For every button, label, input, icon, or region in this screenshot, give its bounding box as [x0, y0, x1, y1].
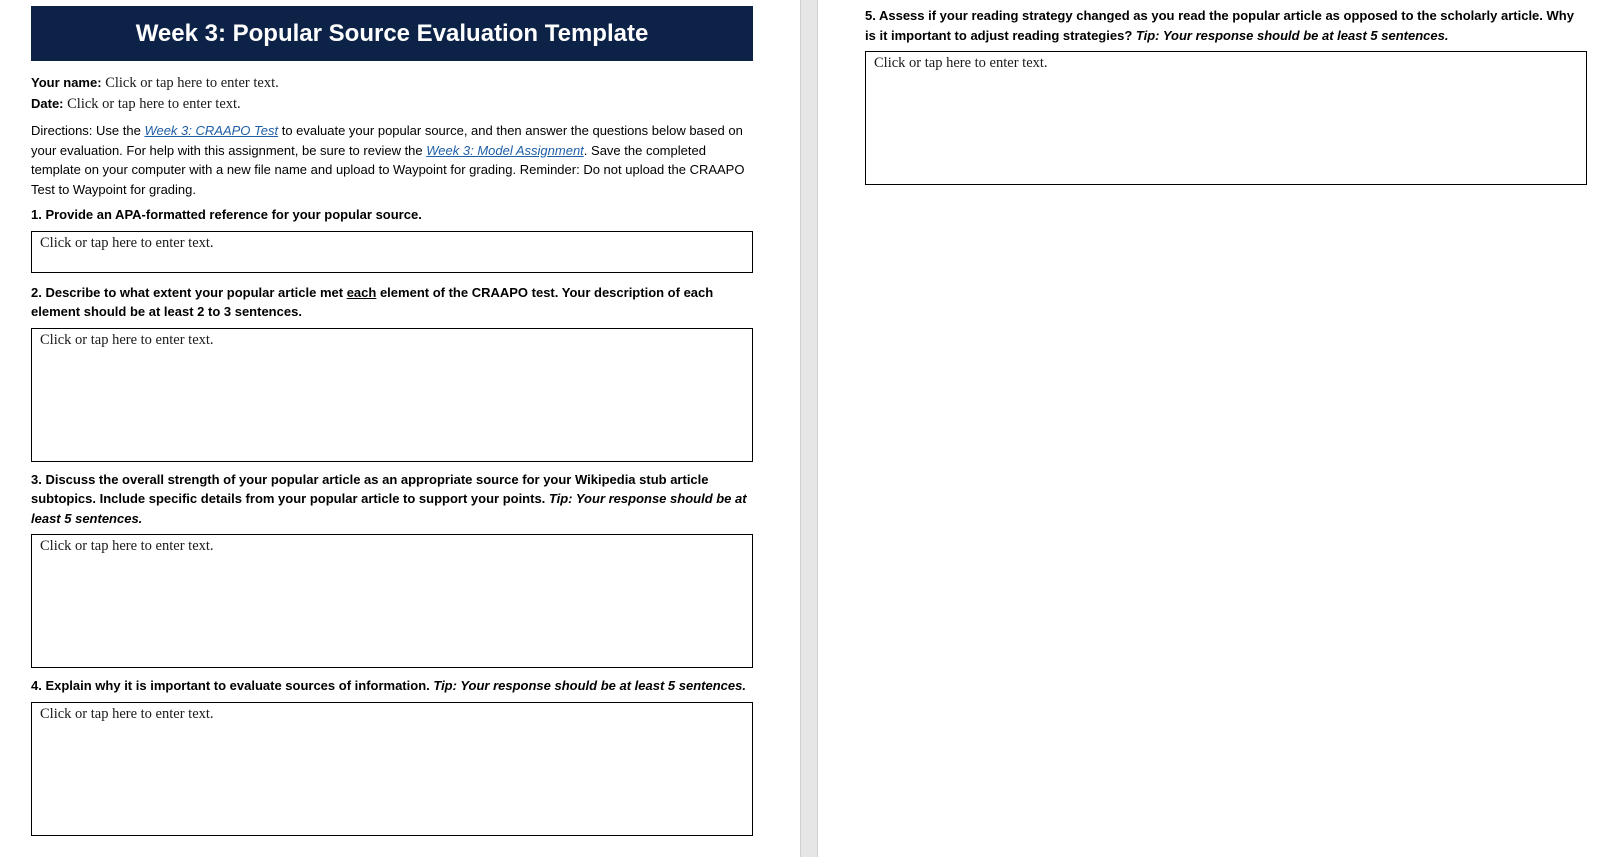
question-2-text-after: element of the CRAAPO test. Your description of each element should be at least 2 to 3 sentences. [31, 284, 714, 319]
question-5 [865, 6, 1587, 45]
answer-4-field[interactable] [31, 702, 753, 836]
answer-1-placeholder: Click or tap here to enter text. [40, 234, 214, 251]
page-2 [818, 0, 1598, 857]
question-2 [31, 283, 753, 322]
name-input[interactable]: Click or tap here to enter text. [105, 75, 279, 91]
directions-label: Directions [31, 123, 89, 138]
question-1-text: 1. Provide an APA-formatted reference for your popular source. [31, 207, 422, 222]
page-1-content [31, 6, 753, 836]
page-separator [800, 0, 818, 857]
question-2-text-before: 2. Describe to what extent your popular article met [31, 284, 347, 300]
question-4-tip: Tip: Your response should be at least 5 sentences. [433, 678, 746, 693]
answer-2-field[interactable] [31, 328, 753, 462]
page-title: Week 3: Popular Source Evaluation Template [31, 6, 753, 61]
page-2-content [865, 6, 1587, 185]
answer-4-placeholder: Click or tap here to enter text. [40, 705, 214, 722]
question-4-text: 4. Explain why it is important to evaluate sources of information. [31, 678, 434, 693]
answer-5-field[interactable] [865, 51, 1587, 185]
name-field-row [31, 74, 753, 92]
answer-5-placeholder: Click or tap here to enter text. [874, 55, 1048, 71]
directions-text-1: : Use the [88, 123, 145, 138]
model-assignment-link[interactable]: Week 3: Model Assignment [426, 142, 584, 158]
question-5-tip: Tip: Your response should be at least 5 sentences. [1135, 27, 1449, 43]
answer-3-field[interactable] [31, 534, 753, 668]
question-3-text: 3. Discuss the overall strength of your popular article as an appropriate source for your Wikipedia stub article subtopics. Include specific details from your popular article to support your points. [31, 471, 709, 506]
date-field-row [31, 95, 753, 113]
date-input[interactable]: Click or tap here to enter text. [67, 96, 241, 112]
answer-1-field[interactable] [31, 231, 753, 273]
question-2-underlined: each [346, 284, 377, 300]
name-label: Your name: [31, 75, 102, 90]
answer-3-placeholder: Click or tap here to enter text. [40, 538, 214, 554]
directions-text-2: to evaluate your popular source, and then answer the questions below based on your evaluation. For help with this assignment, be sure to review the [31, 123, 743, 158]
directions-text-3: . Save the completed template on your computer with a new file name and upload to Waypoint for grading. Reminder: Do not upload the CRAAPO Test to Waypoint for grading. [31, 142, 745, 197]
question-5-text: 5. Assess if your reading strategy changed as you read the popular article as opposed to the scholarly article. Why is it important to adjust reading strategies? [865, 8, 1574, 43]
question-3-tip: Tip: Your response should be at least 5 sentences. [31, 491, 747, 526]
question-1 [31, 205, 753, 225]
date-label: Date: [31, 96, 64, 111]
question-3 [31, 470, 753, 529]
answer-2-placeholder: Click or tap here to enter text. [40, 331, 214, 348]
craapo-test-link[interactable]: Week 3: CRAAPO Test [144, 123, 279, 138]
directions-paragraph [31, 121, 753, 199]
question-4 [31, 676, 753, 696]
